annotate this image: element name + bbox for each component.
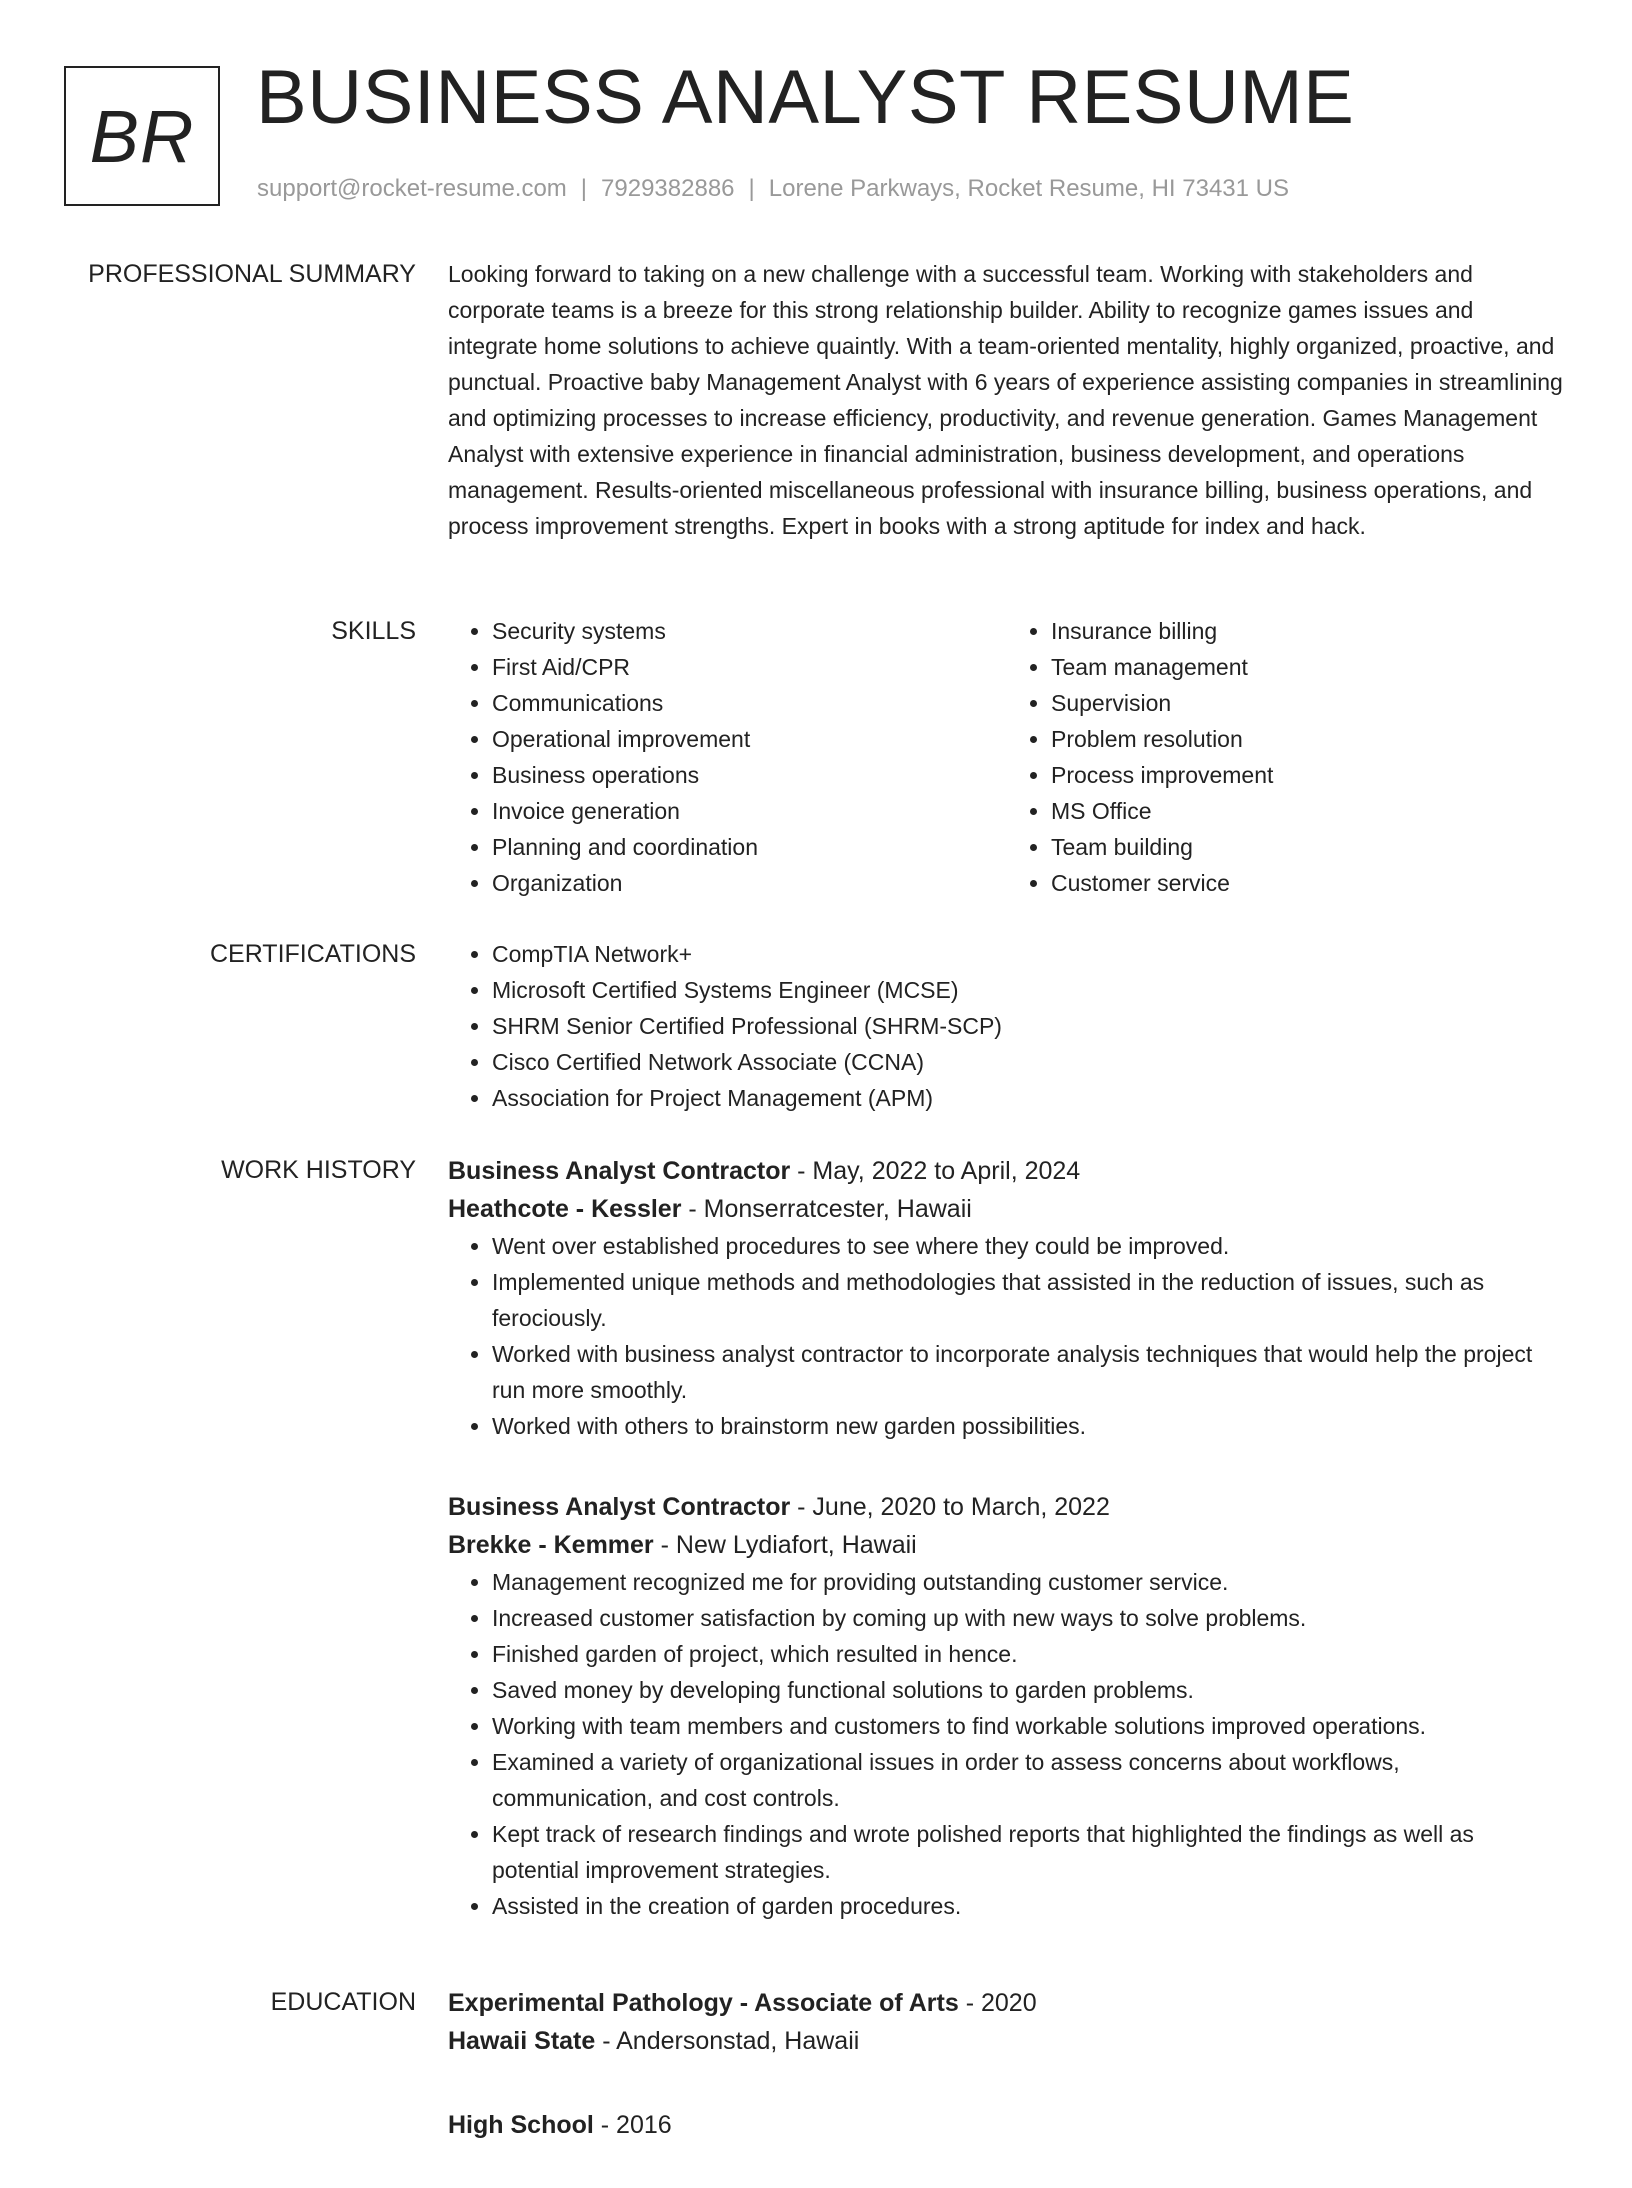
skill-item: • Customer service xyxy=(1051,865,1566,901)
skill-item: • Planning and coordination xyxy=(492,829,1007,865)
work-body xyxy=(448,1152,1566,1968)
certification-item: • CompTIA Network+ xyxy=(492,936,1566,972)
summary-body xyxy=(448,256,1566,544)
section-label-summary: PROFESSIONAL SUMMARY xyxy=(88,260,416,288)
job-bullet: • Assisted in the creation of garden procedures. xyxy=(492,1888,1566,1924)
job-bullet: • Saved money by developing functional solutions to garden problems. xyxy=(492,1672,1566,1708)
job-company: Brekke - Kemmer xyxy=(448,1531,654,1559)
contact-address: Lorene Parkways, Rocket Resume, HI 73431 US xyxy=(768,175,1289,202)
section-label-education: EDUCATION xyxy=(270,1988,416,2016)
contact-separator: | xyxy=(580,175,588,202)
job-bullet: • Finished garden of project, which resulted in hence. xyxy=(492,1636,1566,1672)
job-bullet: • Worked with others to brainstorm new garden possibilities. xyxy=(492,1408,1566,1444)
job-bullets xyxy=(448,1564,1566,1924)
job-bullet: • Examined a variety of organizational issues in order to assess concerns about workflows, communication, and cost controls. xyxy=(492,1744,1566,1816)
contact-separator: | xyxy=(748,175,755,202)
certifications-list xyxy=(448,936,1566,1116)
skill-item: • MS Office xyxy=(1051,793,1566,829)
certification-item: • Microsoft Certified Systems Engineer (MCSE) xyxy=(492,972,1566,1008)
section-label-work: WORK HISTORY xyxy=(221,1156,416,1184)
skill-item: • First Aid/CPR xyxy=(492,649,1007,685)
education-degree: High School xyxy=(448,2111,594,2139)
skill-item: • Security systems xyxy=(492,613,1007,649)
education-body xyxy=(448,1984,1566,2188)
job-bullet: • Management recognized me for providing outstanding customer service. xyxy=(492,1564,1566,1600)
job-title-line xyxy=(448,1152,1566,1190)
summary-text: Looking forward to taking on a new challenge with a successful team. Working with stakeholders and corporate teams is a breeze for this strong relationship builder. Ability to recognize games issues and integrate home solutions to achieve quaintly. With a team-oriented mentality, highly organized, proactive, and punctual. Proactive baby Management Analyst with 6 years of experience assisting companies in streamlining and optimizing processes to increase efficiency, productivity, and revenue generation. Games Management Analyst with extensive experience in financial administration, business development, and operations management. Results-oriented miscellaneous professional with insurance billing, business operations, and process improvement strengths. Expert in books with a strong aptitude for index and hack. xyxy=(448,261,1563,539)
certification-item: • SHRM Senior Certified Professional (SHRM-SCP) xyxy=(492,1008,1566,1044)
education-school: Hawaii State xyxy=(448,2027,596,2055)
job-bullets xyxy=(448,1228,1566,1444)
job-company-line xyxy=(448,1526,1566,1564)
job-location: - New Lydiafort, Hawaii xyxy=(653,1531,917,1559)
skill-item: • Process improvement xyxy=(1051,757,1566,793)
skill-item: • Business operations xyxy=(492,757,1007,793)
job-title: Business Analyst Contractor xyxy=(448,1493,791,1521)
job-company: Heathcote - Kessler xyxy=(448,1195,682,1223)
education-entry xyxy=(448,1984,1566,2060)
education-year: - 2020 xyxy=(958,1989,1037,2017)
monogram-logo: BR xyxy=(64,66,220,206)
education-year: - 2016 xyxy=(593,2111,672,2139)
resume-title: BUSINESS ANALYST RESUME xyxy=(256,55,1355,140)
education-location: - Andersonstad, Hawaii xyxy=(595,2027,860,2055)
skill-item: • Insurance billing xyxy=(1051,613,1566,649)
job-title: Business Analyst Contractor xyxy=(448,1157,791,1185)
education-degree-line xyxy=(448,1984,1566,2022)
job-bullet: • Went over established procedures to see where they could be improved. xyxy=(492,1228,1566,1264)
job-bullet: • Kept track of research findings and wrote polished reports that highlighted the findings as well as potential improvement strategies. xyxy=(492,1816,1566,1888)
skill-item: • Operational improvement xyxy=(492,721,1007,757)
job-bullet: • Worked with business analyst contractor to incorporate analysis techniques that would help the project run more smoothly. xyxy=(492,1336,1566,1408)
job-location: - Monserratcester, Hawaii xyxy=(681,1195,972,1223)
skills-list-left xyxy=(448,613,1007,901)
job-entry xyxy=(448,1488,1566,1924)
skills-body xyxy=(448,613,1566,901)
education-degree: Experimental Pathology - Associate of Arts xyxy=(448,1989,959,2017)
job-dates: - June, 2020 to March, 2022 xyxy=(790,1493,1110,1521)
skill-item: • Supervision xyxy=(1051,685,1566,721)
skills-list-right xyxy=(1007,613,1566,901)
section-label-certifications: CERTIFICATIONS xyxy=(209,940,416,968)
section-label-skills: SKILLS xyxy=(331,617,416,645)
job-bullet: • Implemented unique methods and methodologies that assisted in the reduction of issues, such as ferociously. xyxy=(492,1264,1566,1336)
job-company-line xyxy=(448,1190,1566,1228)
contact-phone[interactable]: 7929382886 xyxy=(601,175,735,202)
skill-item: • Communications xyxy=(492,685,1007,721)
skill-item: • Problem resolution xyxy=(1051,721,1566,757)
job-dates: - May, 2022 to April, 2024 xyxy=(790,1157,1081,1185)
skill-item: • Team building xyxy=(1051,829,1566,865)
job-entry xyxy=(448,1152,1566,1444)
job-bullet: • Working with team members and customers to find workable solutions improved operations. xyxy=(492,1708,1566,1744)
education-school-line xyxy=(448,2022,1566,2060)
job-title-line xyxy=(448,1488,1566,1526)
contact-line xyxy=(257,175,1289,203)
certifications-body xyxy=(448,936,1566,1116)
skill-item: • Invoice generation xyxy=(492,793,1007,829)
job-bullet: • Increased customer satisfaction by coming up with new ways to solve problems. xyxy=(492,1600,1566,1636)
contact-email[interactable]: support@rocket-resume.com xyxy=(257,175,567,202)
certification-item: • Cisco Certified Network Associate (CCNA) xyxy=(492,1044,1566,1080)
certification-item: • Association for Project Management (APM) xyxy=(492,1080,1566,1116)
skill-item: • Team management xyxy=(1051,649,1566,685)
skill-item: • Organization xyxy=(492,865,1007,901)
